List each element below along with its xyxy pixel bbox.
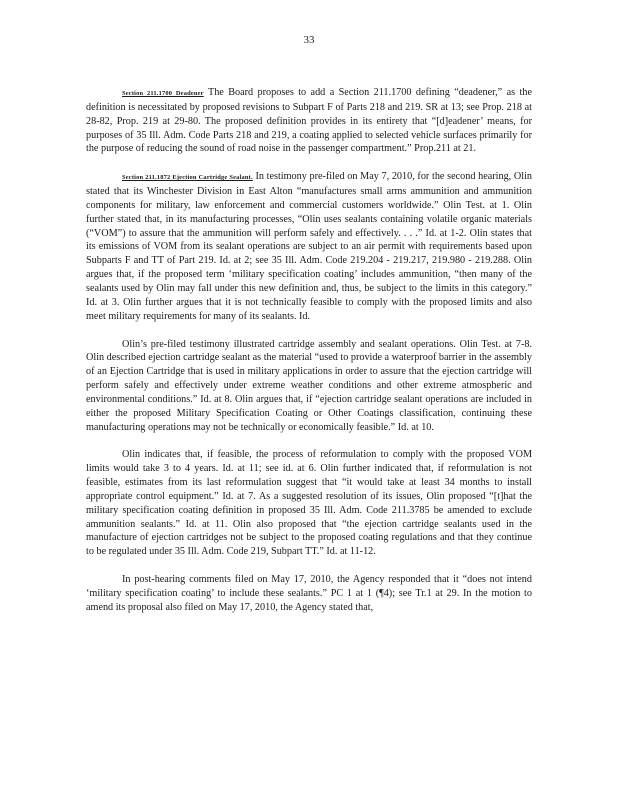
paragraph-text: The Board proposes to add a Section 211.1700 defining “deadener,” as the definition is necessitated by proposed revisions to Subpart F of Parts 218 and 219. SR at 13; see Prop. 218 at 28-82, Prop. 219 at 29-80. The proposed definition provides in its entirety that “[d]eadener’ means, for purposes of 35 Ill. Adm. Code Parts 218 and 219, a coating applied to selected vehicle surfaces primarily for the purpose of reducing the sound of road noise in the passenger compartment.” Prop.211 at 21. (86, 87, 532, 155)
section-heading-deadener: Section 211.1700 Deadener (122, 90, 204, 97)
document-body (86, 86, 532, 629)
paragraph-text: In testimony pre-filed on May 7, 2010, for the second hearing, Olin stated that its Winchester Division in East Alton “manufactures small arms ammunition and ammunition components for military, law enforcement and commercial customers worldwide.” Olin Test. at 1. Olin further stated that, in its manufacturing processes, “Olin uses sealants containing volatile organic materials (“VOM”) to assure that the ammunition will perform safely and effectively. . . .” Id. at 1-2. Olin states that its emissions of VOM from its sealant operations are subject to an air permit with requirements based upon Subparts F and TT of Part 219. Id. at 2; see 35 Ill. Adm. Code 219.204 - 219.217, 219.980 - 219.288. Olin argues that, if the proposed term ‘military specification coating’ includes ammunition, “then many of the sealants used by Olin may fall under this new definition and, thus, be subject to the limits in this category.” Id. at 3. Olin further argues that it is not technically feasible to comply with the proposed limits and also meet military requirements for many of its sealants. Id. (86, 171, 533, 322)
paragraph-agency-response (86, 573, 532, 615)
paragraph-olin-testimony (86, 338, 532, 435)
paragraph-text: Olin indicates that, if feasible, the process of reformulation to comply with the proposed VOM limits would take 3 to 4 years. Id. at 11; see id. at 6. Olin further indicated that, if reformulation is not feasible, estimates from its last reformulation suggest that “it would take at least 34 months to install appropriate control equipment.” Id. at 7. As a suggested resolution of its issues, Olin proposed “[t]hat the military specification coating definition in proposed 35 Ill. Adm. Code 211.3785 be amended to exclude ammunition sealants.” Id. at 11. Olin also proposed that “the ejection cartridge sealants used in the manufacture of ejection cartridges not be subject to the proposed coating regulations and that they continue to be regulated under 35 Ill. Adm. Code 219, Subpart TT.” Id. at 11-12. (86, 449, 532, 558)
page-number: 33 (303, 34, 315, 46)
paragraph-text: In post-hearing comments filed on May 17, 2010, the Agency responded that it “does not intend ‘military specification coating’ to include these sealants.” PC 1 at 1 (¶4); see Tr.1 at 29. In the motion to amend its proposal also filed on May 17, 2010, the Agency stated that, (86, 574, 532, 613)
section-heading-ejection-cartridge-sealant: Section 211.1872 Ejection Cartridge Sealant. (122, 174, 253, 182)
paragraph-olin-reformulation (86, 448, 532, 559)
paragraph-ejection-cartridge-sealant (86, 170, 532, 323)
paragraph-text: Olin’s pre-filed testimony illustrated cartridge assembly and sealant operations. Olin Test. at 7-8. Olin described ejection cartridge sealant as the material “used to provide a waterproof barrier in the assembly of an Ejection Cartridge that is used in military applications in order to assure that the ejection cartridge will perform safely and effectively under extreme weather conditions and other extreme atmospheric and environmental conditions.” Id. at 8. Olin argues that, if “ejection cartridge sealant operations are included in either the proposed Military Specification Coating or Other Coatings classification, continuing these manufacturing operations may not be technically or economically feasible.” Id. at 10. (86, 338, 532, 433)
paragraph-deadener (86, 86, 532, 156)
